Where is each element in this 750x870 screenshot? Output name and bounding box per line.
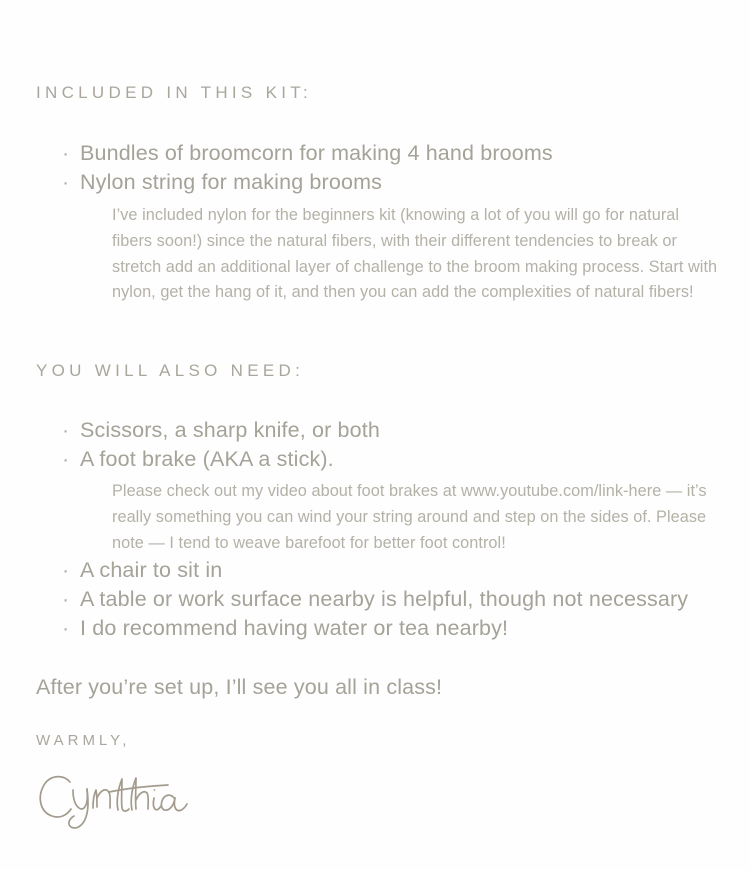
list-item [62, 416, 722, 445]
list-item-label: Scissors, a sharp knife, or both [80, 418, 380, 442]
nylon-note-paragraph: I’ve included nylon for the beginners kit (knowing a lot of you will go for natural fibers soon!) since the natural fibers, with their different tendencies to break or stretch add an additional layer of challenge to the broom making process. Start with nylon, get the hang of it, and then you can add the complexities of natural fibers! [112, 206, 718, 302]
list-item [62, 139, 722, 168]
section-heading-included-in-kit: INCLUDED IN THIS KIT: [36, 83, 313, 102]
kit-bullet-list [62, 139, 722, 306]
closing-line: After you’re set up, I’ll see you all in class! [36, 675, 443, 699]
section-heading-you-will-also-need: YOU WILL ALSO NEED: [36, 361, 305, 380]
bullet-dot-icon: · [62, 587, 70, 612]
list-item [62, 445, 722, 556]
list-item [62, 585, 722, 614]
list-item [62, 614, 722, 643]
list-item [62, 168, 722, 306]
list-item-label: Nylon string for making brooms [80, 170, 383, 194]
list-item-label: A chair to sit in [80, 558, 223, 583]
list-item-label: A table or work surface nearby is helpful, though not necessary [80, 587, 689, 612]
bullet-dot-icon: · [62, 418, 70, 442]
signature-script-icon [30, 762, 200, 832]
bullet-dot-icon: · [62, 447, 70, 471]
need-bullet-list [62, 416, 722, 643]
bullet-dot-icon: · [62, 558, 70, 583]
signoff-warmly: WARMLY, [36, 732, 131, 749]
bullet-dot-icon: · [62, 616, 70, 641]
list-item [62, 556, 722, 585]
bullet-dot-icon: · [62, 141, 70, 165]
foot-brake-note-paragraph: Please check out my video about foot brakes at www.youtube.com/link-here — it’s really something you can wind your string around and step on the sides of. Please note — I tend to weave barefoot for better foot control! [112, 482, 707, 552]
list-item-label: I do recommend having water or tea nearby! [80, 616, 509, 641]
signature-cynthia [30, 762, 200, 832]
bullet-dot-icon: · [62, 170, 70, 194]
list-item-label: Bundles of broomcorn for making 4 hand brooms [80, 141, 553, 165]
list-item-label: A foot brake (AKA a stick). [80, 447, 334, 471]
